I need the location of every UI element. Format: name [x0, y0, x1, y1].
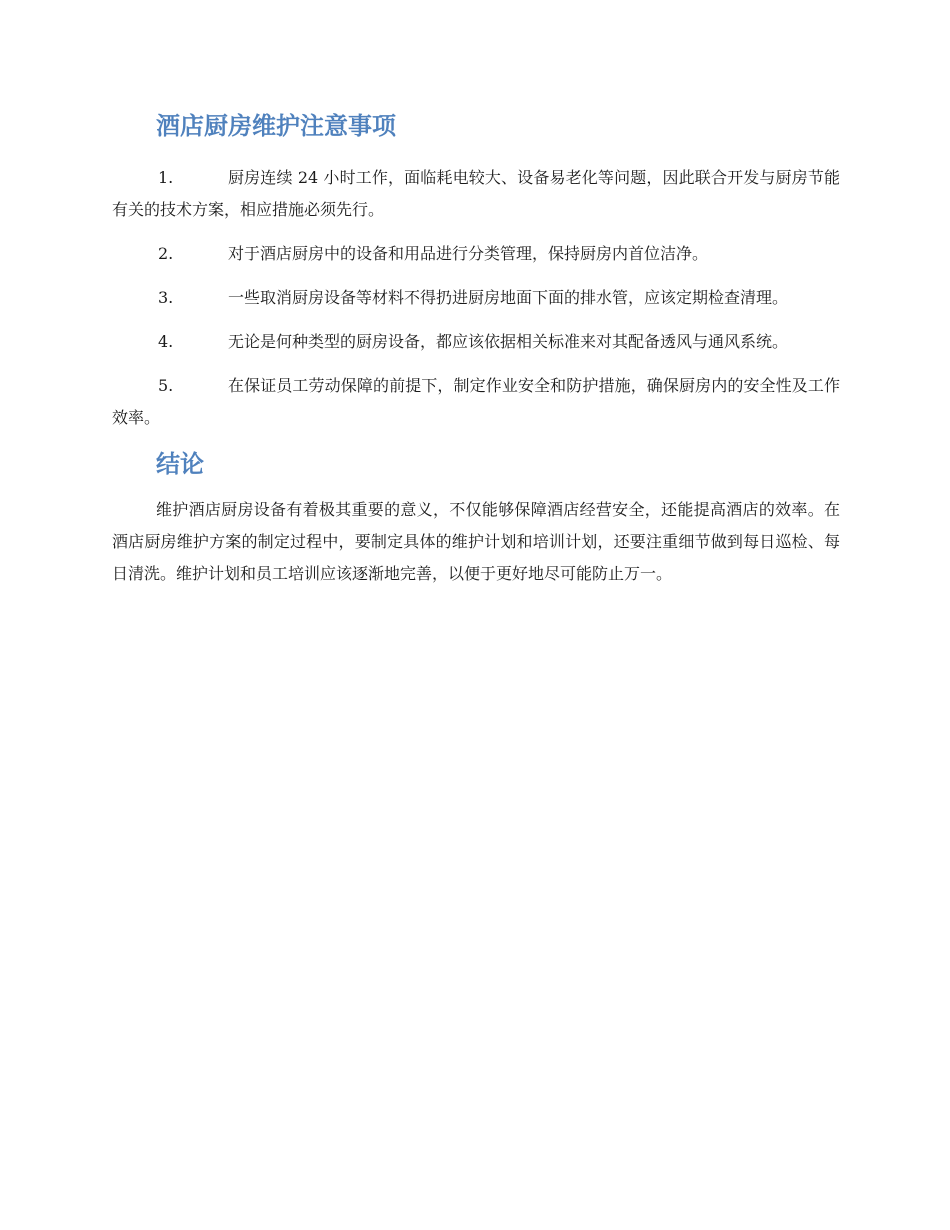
list-item: 5. 在保证员工劳动保障的前提下，制定作业安全和防护措施，确保厨房内的安全性及工作效率。 [112, 370, 840, 434]
list-item: 1. 厨房连续 24 小时工作，面临耗电较大、设备易老化等问题，因此联合开发与厨房节能有关的技术方案，相应措施必须先行。 [112, 162, 840, 226]
section-heading-maintenance: 酒店厨房维护注意事项 [156, 112, 396, 140]
list-item-text: 在保证员工劳动保障的前提下，制定作业安全和防护措施，确保厨房内的安全性及工作效率。 [112, 376, 840, 427]
document-content [112, 108, 840, 590]
maintenance-list [112, 162, 840, 434]
list-item-text: 无论是何种类型的厨房设备，都应该依据相关标准来对其配备透风与通风系统。 [228, 332, 789, 351]
list-item: 2. 对于酒店厨房中的设备和用品进行分类管理，保持厨房内首位洁净。 [112, 238, 840, 270]
conclusion-section [112, 446, 840, 590]
list-item: 3. 一些取消厨房设备等材料不得扔进厨房地面下面的排水管，应该定期检查清理。 [112, 282, 840, 314]
list-item-text: 厨房连续 24 小时工作，面临耗电较大、设备易老化等问题，因此联合开发与厨房节能有关的技术方案，相应措施必须先行。 [112, 168, 840, 219]
list-item: 4. 无论是何种类型的厨房设备，都应该依据相关标准来对其配备透风与通风系统。 [112, 326, 840, 358]
list-item-text: 对于酒店厨房中的设备和用品进行分类管理，保持厨房内首位洁净。 [228, 244, 709, 263]
list-item-text: 一些取消厨房设备等材料不得扔进厨房地面下面的排水管，应该定期检查清理。 [228, 288, 789, 307]
section-heading-conclusion: 结论 [156, 450, 204, 478]
conclusion-paragraph: 维护酒店厨房设备有着极其重要的意义，不仅能够保障酒店经营安全，还能提高酒店的效率。在酒店厨房维护方案的制定过程中，要制定具体的维护计划和培训计划，还要注重细节做到每日巡检、每日清洗。维护计划和员工培训应该逐渐地完善，以便于更好地尽可能防止万一。 [112, 500, 840, 583]
